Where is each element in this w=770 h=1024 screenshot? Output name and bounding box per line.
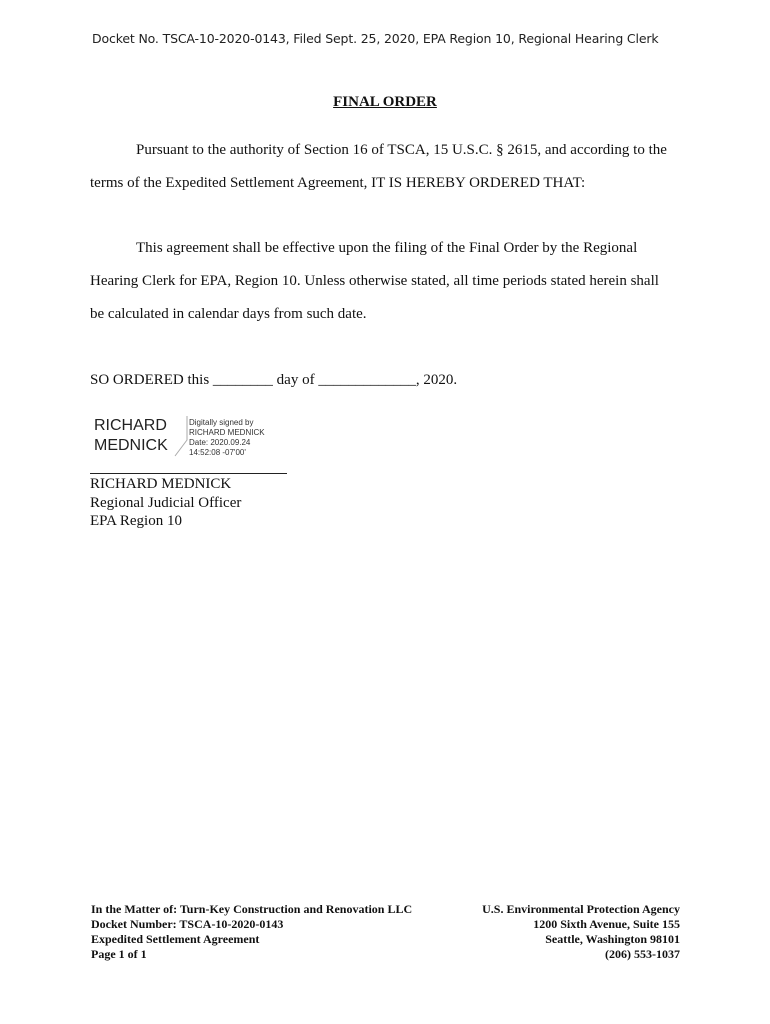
authority-line-2: terms of the Expedited Settlement Agreement, IT IS HEREBY ORDERED THAT: bbox=[90, 175, 586, 191]
signer-office: EPA Region 10 bbox=[90, 513, 182, 529]
signature-name-line-2: MEDNICK bbox=[94, 437, 168, 454]
so-ordered-line: SO ORDERED this ________ day of _____________, 2020. bbox=[90, 372, 458, 388]
footer-agreement: Expedited Settlement Agreement bbox=[91, 932, 260, 946]
effective-line-2: Hearing Clerk for EPA, Region 10. Unless otherwise stated, all time periods stated herein shall bbox=[90, 273, 659, 289]
signature-line bbox=[90, 473, 287, 474]
signature-detail-line: Date: 2020.09.24 bbox=[189, 438, 251, 447]
signature-details bbox=[189, 418, 265, 458]
footer-phone: (206) 553-1037 bbox=[605, 947, 680, 961]
signature-name bbox=[94, 416, 168, 456]
digital-signature[interactable] bbox=[90, 414, 290, 462]
footer-agency: U.S. Environmental Protection Agency bbox=[482, 902, 680, 916]
footer-page-number: Page 1 of 1 bbox=[91, 947, 147, 961]
footer-case-info bbox=[91, 902, 412, 962]
docket-header: Docket No. TSCA-10-2020-0143, Filed Sept. 25, 2020, EPA Region 10, Regional Hearing Clerk bbox=[92, 31, 659, 46]
footer-docket: Docket Number: TSCA-10-2020-0143 bbox=[91, 917, 284, 931]
authority-line-1: Pursuant to the authority of Section 16 of TSCA, 15 U.S.C. § 2615, and according to the bbox=[136, 142, 667, 158]
signature-name-line-1: RICHARD bbox=[94, 417, 167, 434]
effective-line-1: This agreement shall be effective upon the filing of the Final Order by the Regional bbox=[136, 240, 638, 256]
authority-paragraph bbox=[90, 134, 690, 200]
signature-detail-line: Digitally signed by bbox=[189, 418, 254, 427]
footer-street: 1200 Sixth Avenue, Suite 155 bbox=[533, 917, 680, 931]
signer-name: RICHARD MEDNICK bbox=[90, 476, 232, 492]
footer-agency-address bbox=[482, 902, 680, 962]
signature-detail-line: 14:52:08 -07'00' bbox=[189, 448, 246, 457]
signer-title: Regional Judicial Officer bbox=[90, 494, 242, 511]
signature-mark-icon bbox=[172, 414, 190, 458]
effective-line-3: be calculated in calendar days from such date. bbox=[90, 306, 367, 322]
footer-matter: In the Matter of: Turn-Key Construction and Renovation LLC bbox=[91, 902, 413, 916]
effective-paragraph bbox=[90, 232, 690, 331]
signer-block bbox=[90, 475, 241, 531]
page-title: FINAL ORDER bbox=[333, 94, 437, 110]
footer-city: Seattle, Washington 98101 bbox=[545, 932, 680, 946]
signature-detail-line: RICHARD MEDNICK bbox=[189, 428, 265, 437]
